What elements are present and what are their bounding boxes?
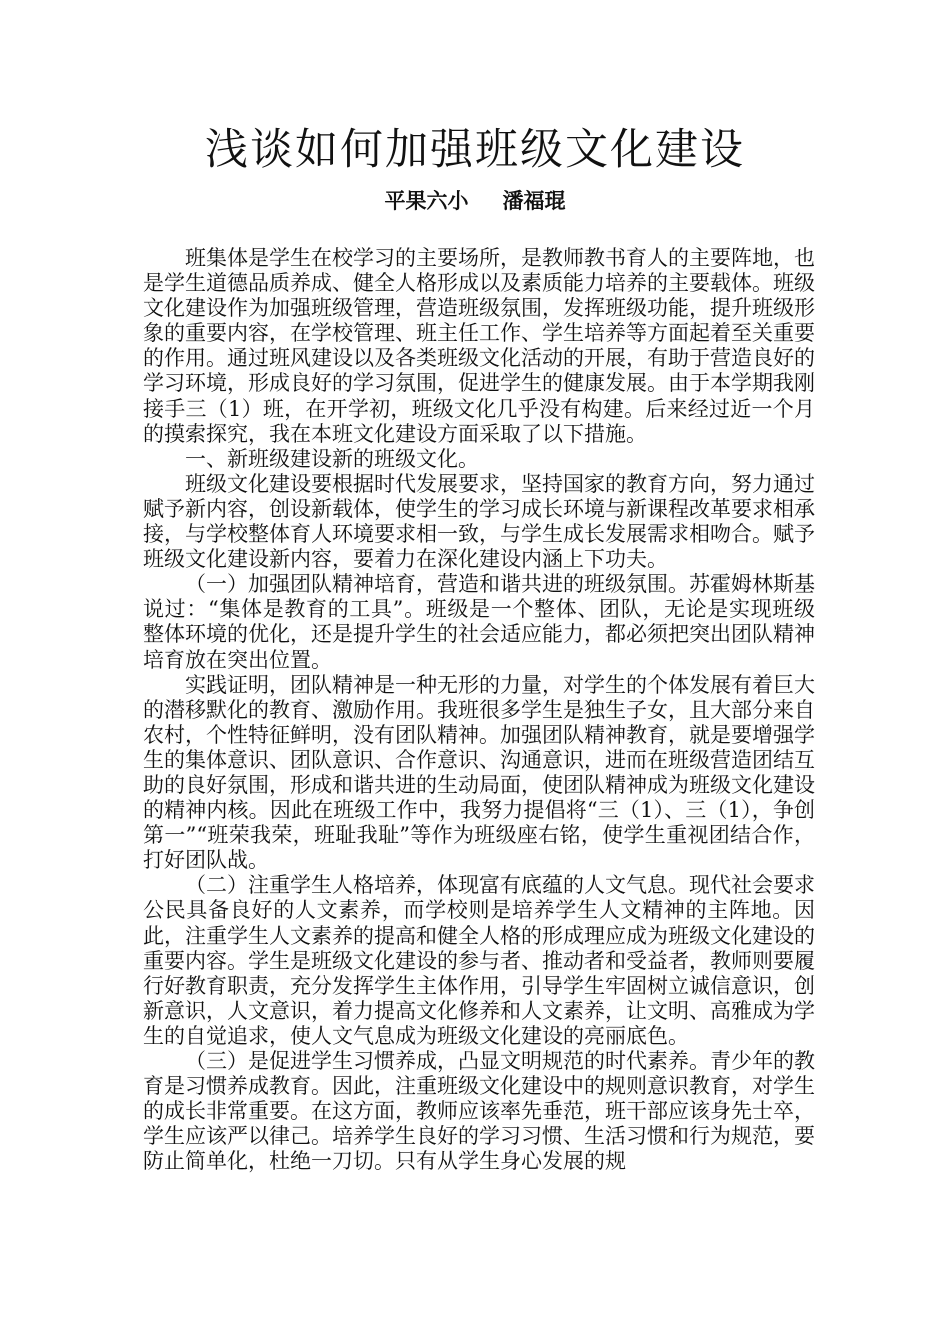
paragraph: （二）注重学生人格培养，体现富有底蕴的人文气息。现代社会要求公民具备良好的人文素养，而学校则是培养学生人文精神的主阵地。因此，注重学生人文素养的提高和健全人格的形成理应成为班级文化建设的重要内容。学生是班级文化建设的参与者、推动者和受益者，教师则要履行好教育职责，充分发挥学生主体作用，引导学生牢固树立诚信意识，创新意识，人文意识，着力提高文化修养和人文素养，让文明、高雅成为学生的自觉追求，使人文气息成为班级文化建设的亮丽底色。 — [143, 873, 815, 1048]
paragraph: （一）加强团队精神培育，营造和谐共进的班级氛围。苏霍姆林斯基说过：“集体是教育的工具”。班级是一个整体、团队，无论是实现班级整体环境的优化，还是提升学生的社会适应能力，都必须把突出团队精神培育放在突出位置。 — [143, 572, 815, 672]
author-name: 潘福琨 — [502, 189, 566, 213]
section-heading: 一、新班级建设新的班级文化。 — [185, 446, 479, 471]
paragraph: （三）是促进学生习惯养成，凸显文明规范的时代素养。青少年的教育是习惯养成教育。因此，注重班级文化建设中的规则意识教育，对学生的成长非常重要。在这方面，教师应该率先垂范，班干部应该身先士卒，学生应该严以律己。培养学生良好的学习习惯、生活习惯和行为规范，要防止简单化，杜绝一刀切。只有从学生身心发展的规 — [143, 1049, 815, 1174]
document-title: 浅谈如何加强班级文化建设 — [205, 125, 745, 175]
paragraph: 班级文化建设要根据时代发展要求，坚持国家的教育方向，努力通过赋予新内容，创设新载体，使学生的学习成长环境与新课程改革要求相承接，与学校整体育人环境要求相一致，与学生成长发展需求相吻合。赋予班级文化建设新内容，要着力在深化建设内涵上下功夫。 — [143, 471, 815, 572]
paragraph: 实践证明，团队精神是一种无形的力量，对学生的个体发展有着巨大的潜移默化的教育、激励作用。我班很多学生是独生子女，且大部分来自农村，个性特征鲜明，没有团队精神。加强团队精神教育，就是要增强学生的集体意识、团队意识、合作意识、沟通意识，进而在班级营造团结互助的良好氛围，形成和谐共进的生动局面，使团队精神成为班级文化建设的精神内核。因此在班级工作中，我努力提倡将“三（1）、三（1），争创第一”“班荣我荣，班耻我耻”等作为班级座右铭，使学生重视团结合作，打好团队战。 — [143, 672, 815, 873]
school-name: 平果六小 — [384, 189, 469, 213]
document-body — [143, 246, 815, 1174]
author-line — [0, 186, 950, 216]
paragraph: 班集体是学生在校学习的主要场所，是教师教书育人的主要阵地，也是学生道德品质养成、健全人格形成以及素质能力培养的主要载体。班级文化建设作为加强班级管理，营造班级氛围，发挥班级功能，提升班级形象的重要内容，在学校管理、班主任工作、学生培养等方面起着至关重要的作用。通过班风建设以及各类班级文化活动的开展，有助于营造良好的学习环境，形成良好的学习氛围，促进学生的健康发展。由于本学期我刚接手三（1）班，在开学初，班级文化几乎没有构建。后来经过近一个月的摸索探究，我在本班文化建设方面采取了以下措施。 — [143, 246, 815, 446]
